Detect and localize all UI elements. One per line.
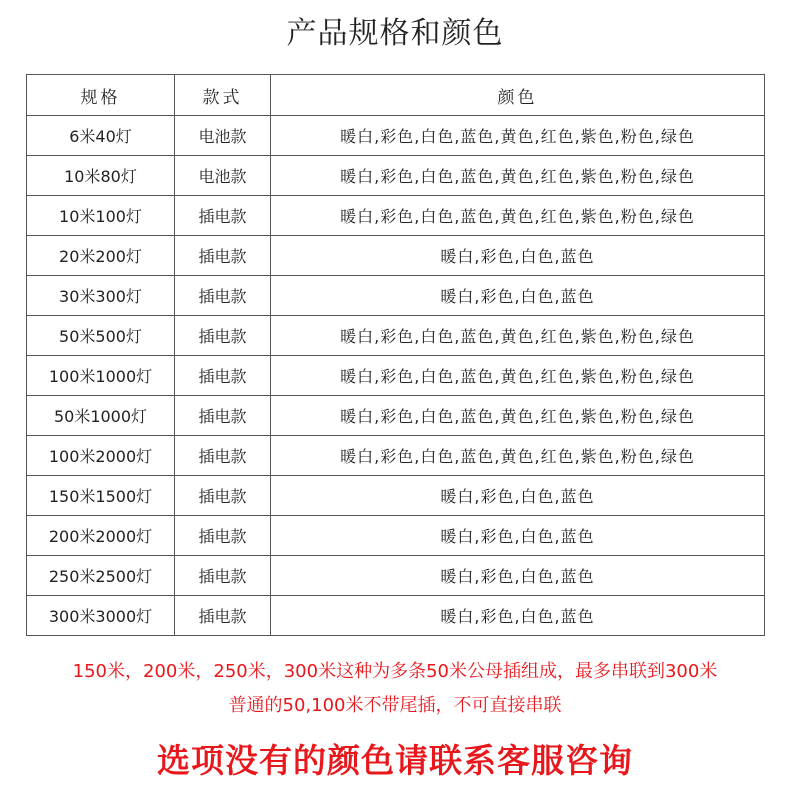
cell-style: 电池款 xyxy=(175,116,271,156)
cell-style: 插电款 xyxy=(175,236,271,276)
cell-colors: 暖白,彩色,白色,蓝色,黄色,红色,紫色,粉色,绿色 xyxy=(271,396,765,436)
table-row xyxy=(27,156,765,196)
cell-spec: 300米3000灯 xyxy=(27,596,175,636)
cell-spec: 10米80灯 xyxy=(27,156,175,196)
cell-style: 插电款 xyxy=(175,396,271,436)
cell-colors: 暖白,彩色,白色,蓝色,黄色,红色,紫色,粉色,绿色 xyxy=(271,156,765,196)
cell-colors: 暖白,彩色,白色,蓝色 xyxy=(271,516,765,556)
cell-style: 插电款 xyxy=(175,316,271,356)
cell-style: 插电款 xyxy=(175,556,271,596)
cell-style: 插电款 xyxy=(175,476,271,516)
cell-colors: 暖白,彩色,白色,蓝色 xyxy=(271,276,765,316)
contact-support-banner: 选项没有的颜色请联系客服咨询 xyxy=(157,741,633,780)
cell-spec: 10米100灯 xyxy=(27,196,175,236)
cell-spec: 50米1000灯 xyxy=(27,396,175,436)
cell-style: 插电款 xyxy=(175,276,271,316)
cell-style: 插电款 xyxy=(175,436,271,476)
table-row xyxy=(27,116,765,156)
table-row xyxy=(27,596,765,636)
cell-colors: 暖白,彩色,白色,蓝色,黄色,红色,紫色,粉色,绿色 xyxy=(271,356,765,396)
table-row xyxy=(27,556,765,596)
table-body xyxy=(27,116,765,636)
cell-spec: 200米2000灯 xyxy=(27,516,175,556)
page-title: 产品规格和颜色 xyxy=(286,16,504,51)
table-row xyxy=(27,356,765,396)
table-row xyxy=(27,276,765,316)
cell-colors: 暖白,彩色,白色,蓝色 xyxy=(271,556,765,596)
cell-spec: 30米300灯 xyxy=(27,276,175,316)
cell-spec: 50米500灯 xyxy=(27,316,175,356)
header-colors: 颜色 xyxy=(271,75,765,116)
table-row xyxy=(27,236,765,276)
table-row xyxy=(27,316,765,356)
cell-colors: 暖白,彩色,白色,蓝色,黄色,红色,紫色,粉色,绿色 xyxy=(271,116,765,156)
cell-style: 插电款 xyxy=(175,196,271,236)
cell-style: 插电款 xyxy=(175,596,271,636)
header-style: 款式 xyxy=(175,75,271,116)
table-row xyxy=(27,476,765,516)
table-header-row xyxy=(27,75,765,116)
cell-spec: 6米40灯 xyxy=(27,116,175,156)
cell-spec: 20米200灯 xyxy=(27,236,175,276)
cell-spec: 100米2000灯 xyxy=(27,436,175,476)
cell-style: 电池款 xyxy=(175,156,271,196)
note-series-connection: 150米，200米，250米，300米这种为多条50米公母插组成，最多串联到300米 xyxy=(72,661,718,682)
table-row xyxy=(27,396,765,436)
cell-style: 插电款 xyxy=(175,516,271,556)
cell-style: 插电款 xyxy=(175,356,271,396)
cell-colors: 暖白,彩色,白色,蓝色,黄色,红色,紫色,粉色,绿色 xyxy=(271,196,765,236)
spec-table xyxy=(26,74,765,636)
cell-spec: 150米1500灯 xyxy=(27,476,175,516)
cell-colors: 暖白,彩色,白色,蓝色,黄色,红色,紫色,粉色,绿色 xyxy=(271,316,765,356)
cell-spec: 100米1000灯 xyxy=(27,356,175,396)
table-row xyxy=(27,516,765,556)
cell-colors: 暖白,彩色,白色,蓝色 xyxy=(271,236,765,276)
note-no-tail-plug: 普通的50,100米不带尾插，不可直接串联 xyxy=(228,695,562,716)
table-row xyxy=(27,196,765,236)
table-row xyxy=(27,436,765,476)
cell-spec: 250米2500灯 xyxy=(27,556,175,596)
cell-colors: 暖白,彩色,白色,蓝色,黄色,红色,紫色,粉色,绿色 xyxy=(271,436,765,476)
cell-colors: 暖白,彩色,白色,蓝色 xyxy=(271,596,765,636)
cell-colors: 暖白,彩色,白色,蓝色 xyxy=(271,476,765,516)
header-spec: 规格 xyxy=(27,75,175,116)
